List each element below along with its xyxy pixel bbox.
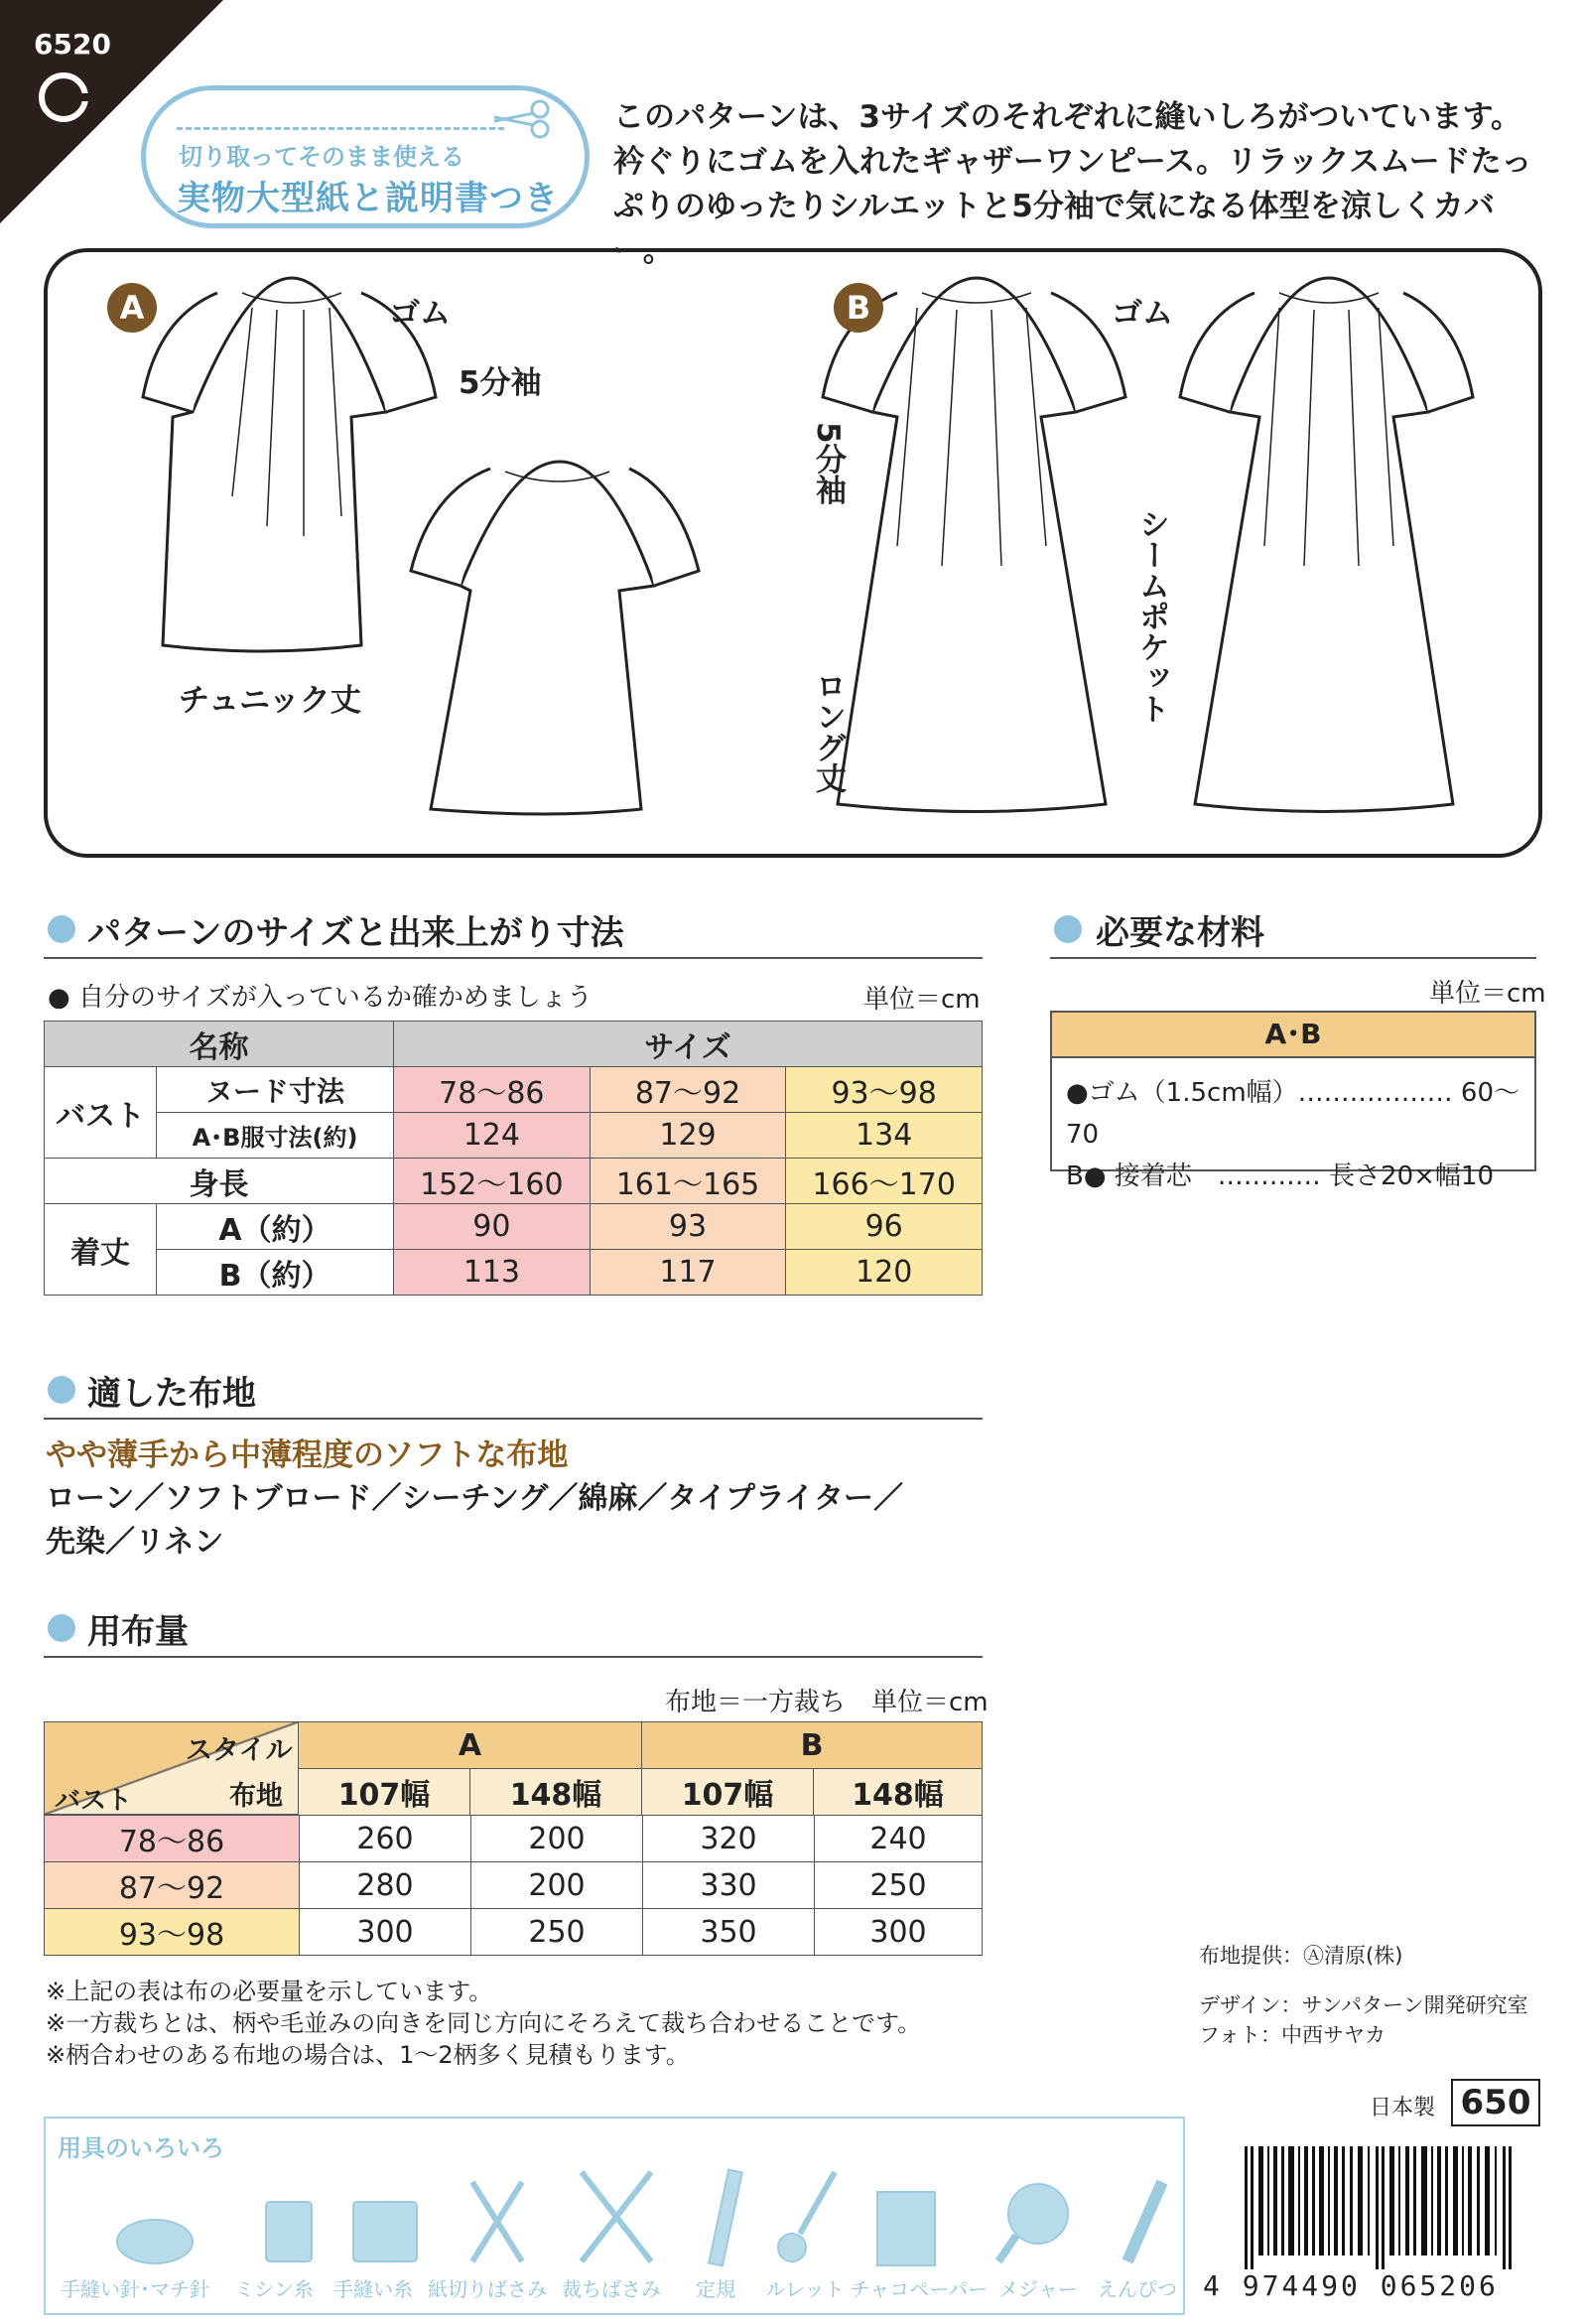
yardage-corner [44,1721,300,1815]
size-cell: 96 [786,1204,983,1250]
style-a-marker: A [107,283,157,333]
size-cell: 117 [590,1250,786,1296]
cut-line [177,127,504,130]
yardage-table [44,1815,983,1956]
yardage-cell: 200 [471,1862,643,1909]
tool-label: ルレット [765,2277,845,2301]
intro-line: このパターンは、3サイズのそれぞれに縫いしろがついています。 [613,99,1521,135]
yardage-cell: 260 [300,1816,471,1862]
length-label: 着丈 [45,1204,157,1296]
note-line: ※一方裁ちとは、柄や毛並みの向きを同じ方向にそろえて裁ち合わせることです。 [46,2009,922,2037]
yardage-cell: 250 [471,1909,643,1956]
badge-subtitle: 切り取ってそのまま使える [179,143,464,171]
note-line: ※上記の表は布の必要量を示しています。 [46,1978,493,2005]
tool-label: 紙切りばさみ [428,2277,547,2301]
size-cell: 134 [786,1113,983,1159]
tool-label: ミシン糸 [234,2277,314,2301]
col-a: A [299,1722,642,1769]
intro-line: 衿ぐりにゴムを入れたギャザーワンピース。リラックスムードたっ [613,144,1532,180]
height-label: 身長 [45,1159,394,1204]
pattern-code: 6520 [34,28,111,61]
tools-panel [44,2117,1185,2315]
bust-cell: 87～92 [45,1862,300,1909]
fabric-subtitle: やや薄手から中薄程度のソフトな布地 [46,1437,569,1473]
sizes-note: ● 自分のサイズが入っているか確かめましょう [48,983,593,1013]
bullet-dot [48,915,75,943]
divider [1050,957,1536,959]
style-b-marker: B [834,283,883,333]
a-gum-label: ゴム [389,296,451,332]
divider [44,1656,983,1658]
barcode-digits: 4 974490 065206 [1203,2269,1499,2302]
bust-label: バスト [45,1067,157,1159]
yardage-cell: 320 [643,1816,815,1862]
tool-label: メジャー [998,2277,1078,2301]
b-sleeve-label: 5分袖 [810,422,846,505]
sizes-unit: 単位＝cm [863,985,981,1015]
head-size: サイズ [394,1022,983,1067]
brand-logo-icon [36,69,91,125]
intro-line: ぷりのゆったりシルエットと5分袖で気になる体型を涼しくカバー。 [613,189,1495,269]
width-107: 107幅 [642,1769,814,1816]
tools-title: 用具のいろいろ [58,2134,224,2162]
tool-icons [56,2162,1177,2271]
scissors-icon [492,99,552,139]
fabric-title: 適した布地 [87,1374,256,1414]
material-item: B● 接着芯 ………… 長さ20×幅10 [1066,1162,1495,1191]
width-107: 107幅 [299,1769,470,1816]
intro-text [613,95,1536,274]
bust-label: バスト [55,1786,133,1816]
fabric-label: 布地 [229,1781,283,1812]
tool-label: えんぴつ [1098,2277,1177,2301]
yardage-cell: 330 [643,1862,815,1909]
bullet-dot [48,1614,75,1642]
tool-label: 裁ちばさみ [562,2277,661,2301]
sizes-title: パターンのサイズと出来上がり寸法 [87,913,624,953]
design-credit: デザイン：サンパターン開発研究室 [1199,1993,1528,2017]
fabric-line: 先染／リネン [46,1525,224,1560]
yardage-cell: 240 [815,1816,983,1862]
materials-unit: 単位＝cm [1429,979,1546,1009]
tool-labels [46,2273,1187,2302]
photo-credit: フォト：中西サヤカ [1199,2023,1386,2047]
bullet-dot [48,1376,75,1404]
yardage-notes [46,1976,921,2071]
bullet-dot [1054,915,1082,943]
size-cell: 124 [394,1113,591,1159]
bust-cell: 93～98 [45,1909,300,1956]
note-line: ※柄合わせのある布地の場合は、1～2柄多く見積もります。 [46,2041,690,2069]
size-cell: 152～160 [394,1159,591,1204]
size-cell: 113 [394,1250,591,1296]
size-cell: 166～170 [786,1159,983,1204]
dress-illustrations [44,248,1542,858]
fabric-line: ローン／ソフトブロード／シーチング／綿麻／タイプライター／ [46,1481,903,1516]
size-cell: 120 [786,1250,983,1296]
barcode-icon [1241,2146,1538,2269]
divider [44,1418,983,1420]
materials-title: 必要な材料 [1096,913,1264,953]
b-gum-label: ゴム [1112,296,1173,332]
sizes-note-text: 自分のサイズが入っているか確かめましょう [77,983,593,1013]
size-cell: 129 [590,1113,786,1159]
made-in: 日本製 [1370,2096,1436,2120]
size-table [44,1021,983,1296]
yardage-cell: 300 [300,1909,471,1956]
yardage-cell: 280 [300,1862,471,1909]
style-label: スタイル [186,1735,293,1766]
size-cell: 78～86 [394,1067,591,1113]
b-approx-label: B（約） [157,1250,394,1296]
yardage-cell: 350 [643,1909,815,1956]
b-length-label: ロング丈 [810,670,846,793]
size-cell: 93 [590,1204,786,1250]
tool-label: 定規 [696,2277,735,2301]
a-length-label: チュニック丈 [179,683,361,719]
material-item: ●ゴム（1.5cm幅）……………… 60～70 [1066,1078,1520,1150]
size-cell: 93～98 [786,1067,983,1113]
yardage-title: 用布量 [87,1612,189,1652]
nude-label: ヌード寸法 [157,1067,394,1113]
yardage-header-table [298,1721,983,1816]
fabric-credit: 布地提供：Ⓐ清原(株) [1199,1944,1403,1968]
badge-title: 実物大型紙と説明書つき [177,179,559,218]
size-cell: 90 [394,1204,591,1250]
tool-label: 手縫い針･マチ針 [61,2277,209,2301]
width-148: 148幅 [814,1769,983,1816]
yardage-cell: 300 [815,1909,983,1956]
materials-list [1052,1058,1534,1197]
a-approx-label: A（約） [157,1204,394,1250]
ab-size-label: A･B服寸法(約) [157,1113,394,1159]
yardage-note: 布地＝一方裁ち 単位＝cm [665,1688,989,1717]
col-b: B [642,1722,983,1769]
divider [44,957,983,959]
price-box: 650 [1451,2079,1540,2126]
bust-cell: 78～86 [45,1816,300,1862]
width-148: 148幅 [470,1769,642,1816]
tool-label: 手縫い糸 [333,2277,413,2301]
materials-header: A･B [1052,1013,1534,1058]
yardage-cell: 250 [815,1862,983,1909]
size-cell: 87～92 [590,1067,786,1113]
b-pocket-label: シームポケット [1133,508,1169,724]
materials-box [1050,1011,1536,1191]
a-sleeve-label: 5分袖 [459,365,542,401]
size-cell: 161～165 [590,1159,786,1204]
head-name: 名称 [45,1022,394,1067]
yardage-cell: 200 [471,1816,643,1862]
tool-label: チャコペーパー [850,2277,989,2301]
